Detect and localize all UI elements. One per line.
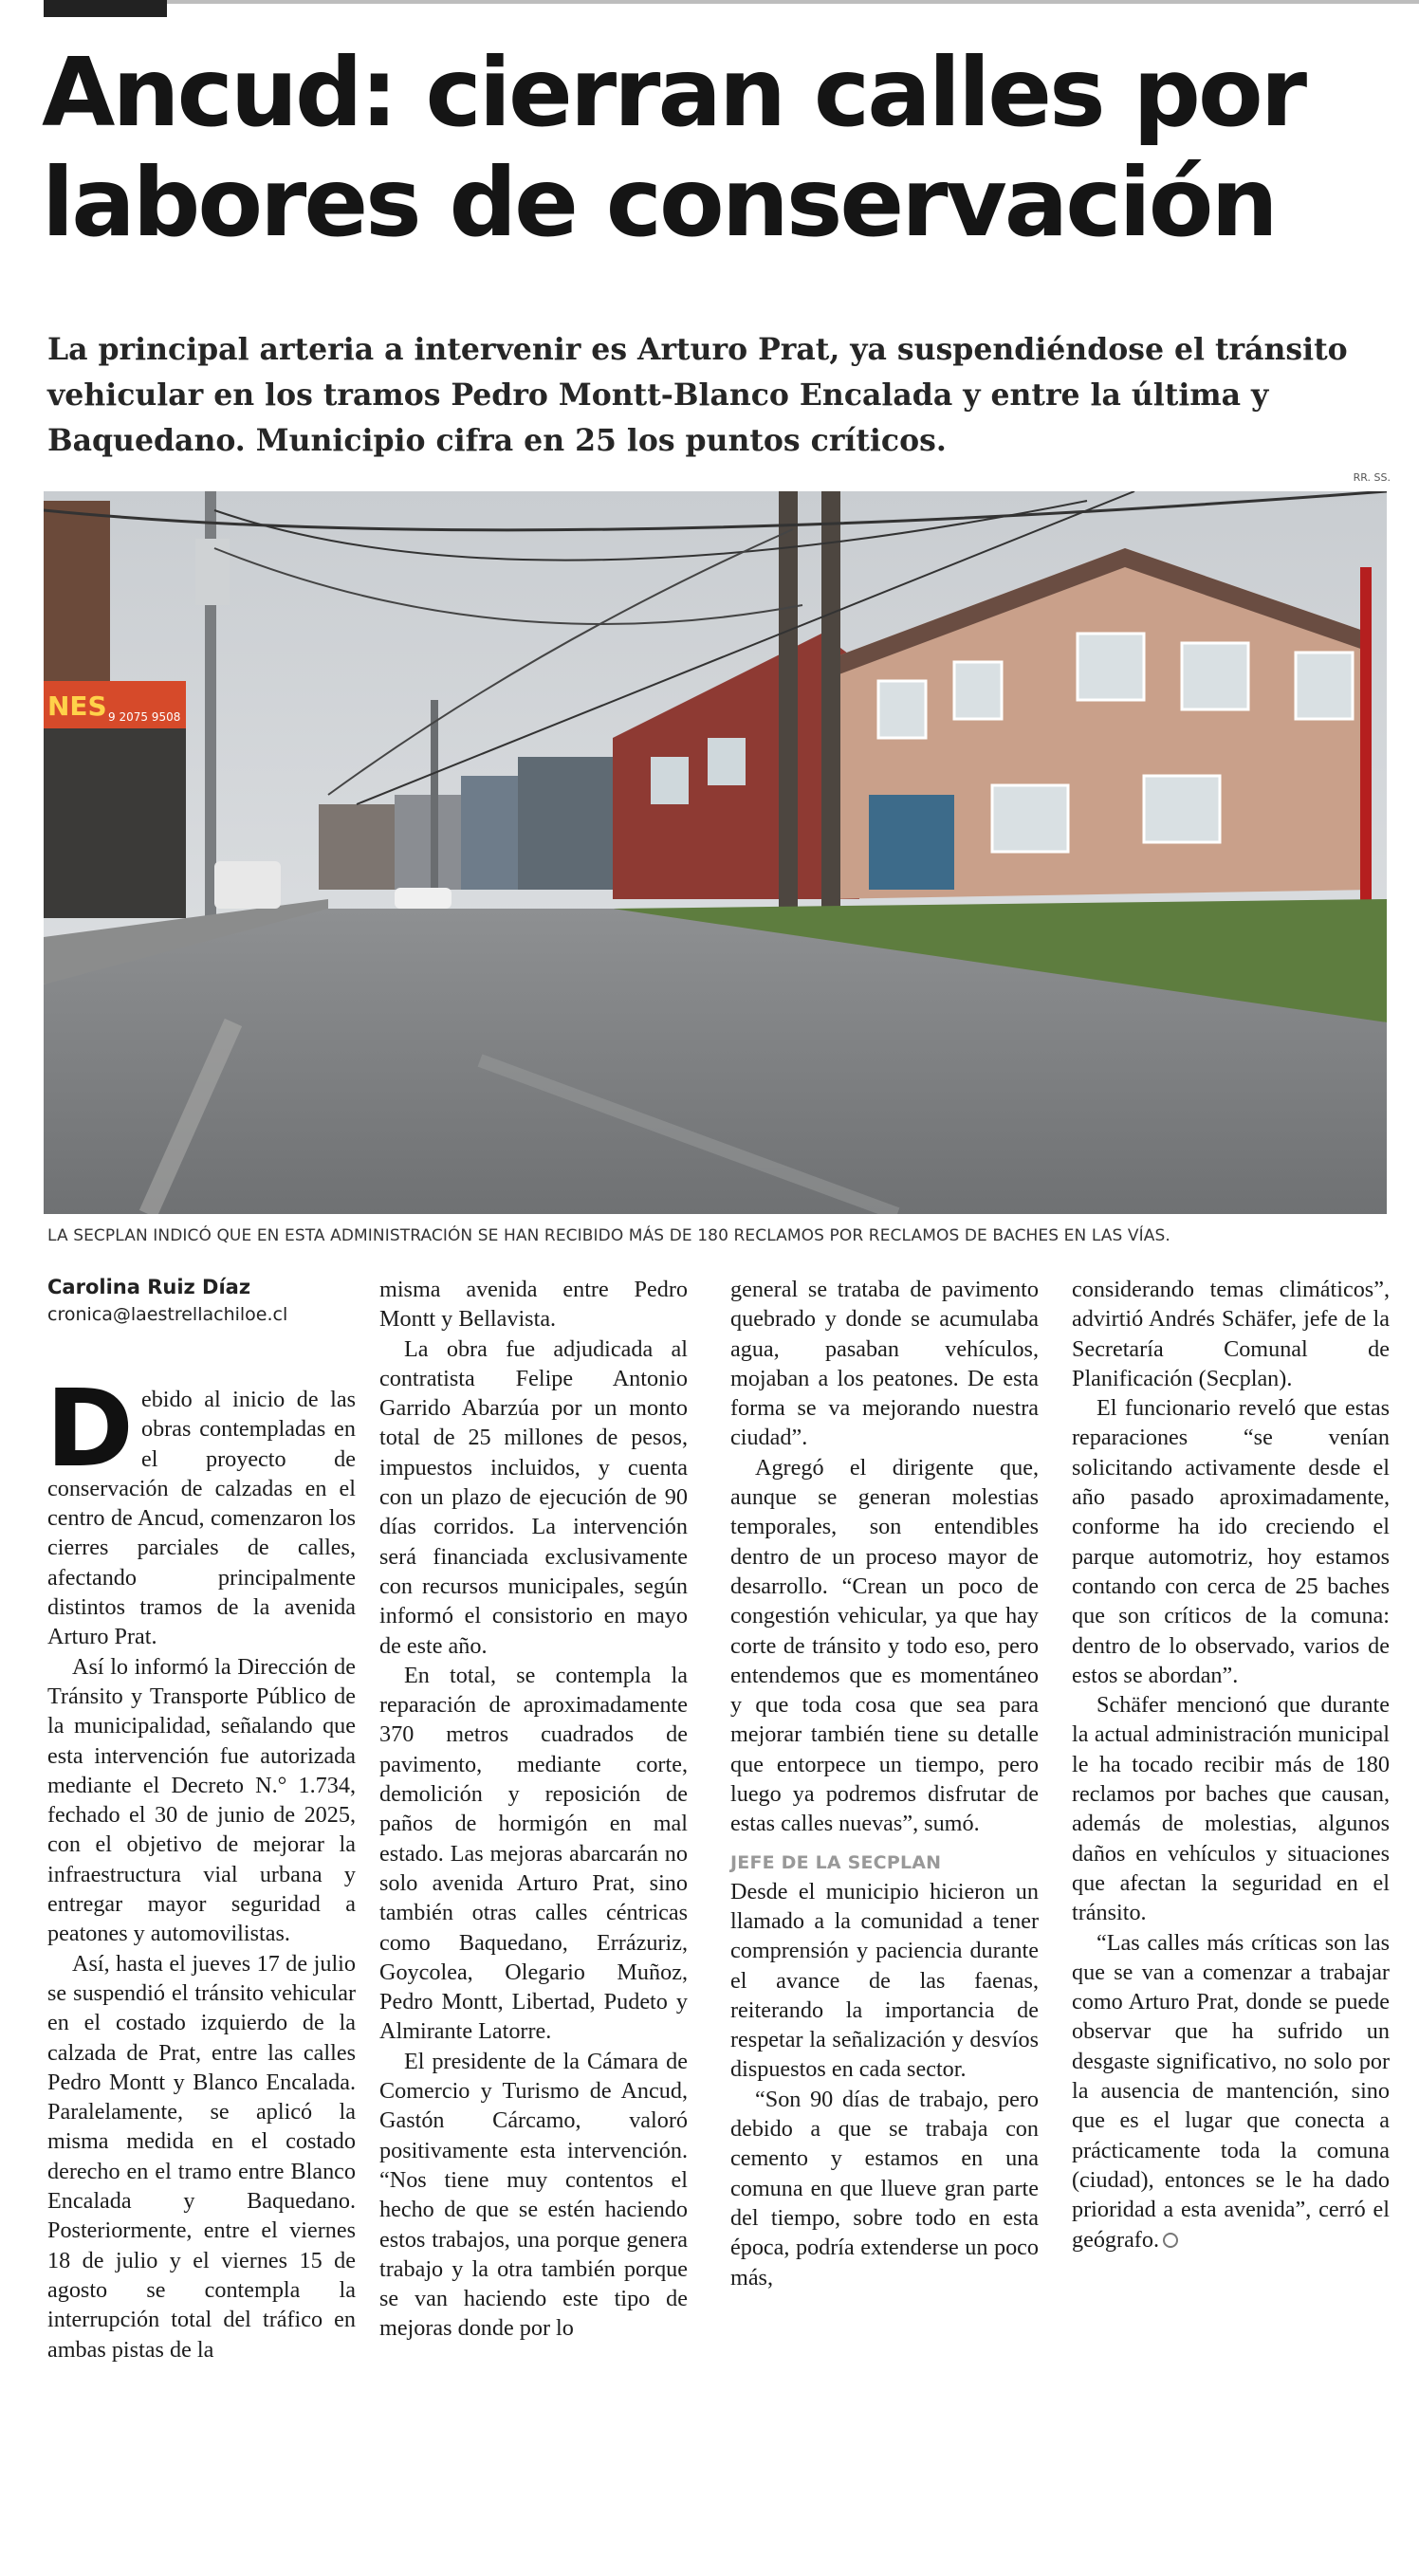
headline	[42, 38, 1389, 258]
paragraph-4: misma avenida entre Pedro Montt y Bellavista.	[379, 1277, 688, 1333]
paragraph-1-text: ebido al inicio de las obras contempladas en el proyecto de conservación de calzadas en el centro de Ancud, comenzaron los cierres parciales de calles, afectando principalmente distintos tramos de la avenida Arturo Prat.	[47, 1387, 356, 1650]
top-rule	[44, 0, 1419, 4]
paragraph-15-text: “Las calles más críticas son las que se van a comenzar a trabajar como Arturo Prat, donde se puede observar que ha sufrido un desgaste significativo, no solo por la ausencia de mantención, sino que es el lugar que conecta a prácticamente toda la comuna (ciudad), entonces se le ha dado prioridad a esta avenida”, cerró el geógrafo.	[1072, 1929, 1390, 2253]
photo-caption: LA SECPLAN INDICÓ QUE EN ESTA ADMINISTRACIÓN SE HAN RECIBIDO MÁS DE 180 RECLAMOS POR RECLAMOS DE BACHES EN LAS VÍAS.	[47, 1226, 1170, 1245]
author-name: Carolina Ruiz Díaz	[47, 1276, 251, 1298]
shop-sign-text: NES	[47, 690, 107, 722]
paragraph-7: El presidente de la Cámara de Comercio y Turismo de Ancud, Gastón Cárcamo, valoró positivamente esta intervención. “Nos tiene muy contentos el hecho de que se estén haciendo estos trabajos, una porque genera trabajo y la otra también porque se van haciendo este tipo de mejoras donde por lo	[379, 2048, 688, 2342]
paragraph-15	[1072, 1928, 1390, 2254]
article-column-1	[46, 1368, 356, 2364]
section-marker	[44, 0, 167, 17]
paragraph-3: Así, hasta el jueves 17 de julio se suspendió el tránsito vehicular en el costado izquierdo de la calzada de Prat, entre las calles Pedro Montt y Blanco Encalada. Paralelamente, se aplicó la misma medida en el costado derecho en el tramo entre Blanco Encalada y Baquedano. Posteriormente, entre el viernes 18 de julio y el viernes 15 de agosto se contempla la interrupción total del tráfico en ambas pistas de la	[47, 1950, 356, 2363]
headline-line-2: labores de conservación	[42, 147, 1276, 258]
paragraph-5: La obra fue adjudicada al contratista Felipe Antonio Garrido Abarzúa por un monto total de 25 millones de pesos, impuestos incluidos, y cuenta con un plazo de ejecución de 90 días corridos. La intervención será financiada exclusivamente con recursos municipales, según informó el consistorio en mayo de este año.	[379, 1335, 688, 1659]
article-column-4	[1072, 1275, 1390, 2254]
paragraph-6: En total, se contempla la reparación de aproximadamente 370 metros cuadrados de pavimento, mediante corte, demolición y reposición de paños de hormigón en mal estado. Las mejoras abarcarán no solo avenida Arturo Prat, sino también otras calles céntricas como Baquedano, Errázuriz, Goycolea, Olegario Muñoz, Pedro Montt, Libertad, Pudeto y Almirante Latorre.	[379, 1662, 688, 2045]
paragraph-2: Así lo informó la Dirección de Tránsito y Transporte Público de la municipalidad, señalando que esta intervención fue autorizada mediante el Decreto N.° 1.734, fechado el 30 de junio de 2025, con el objetivo de mejorar la infraestructura vial urbana y entregar mayor seguridad a peatones y automovilistas.	[47, 1653, 356, 1947]
deck: La principal arteria a intervenir es Arturo Prat, ya suspendiéndose el tránsito vehicular en los tramos Pedro Montt-Blanco Encalada y entre la última y Baquedano. Municipio cifra en 25 los puntos críticos.	[47, 332, 1348, 458]
end-of-article-icon	[1163, 2233, 1178, 2248]
photo-credit: RR. SS.	[1353, 471, 1391, 484]
paragraph-14: Schäfer mencionó que durante la actual administración municipal le ha tocado recibir más de 180 reclamos por baches que causan, además de molestias, algunos daños en vehículos y situaciones que afectan la seguridad en el tránsito.	[1072, 1692, 1390, 1926]
shop-sign-phone: 9 2075 9508	[108, 710, 181, 724]
dropcap: D	[46, 1368, 134, 1491]
paragraph-9: Agregó el dirigente que, aunque se generan molestias temporales, son entendibles dentro de un proceso mayor de desarrollo. “Crean un poco de congestión vehicular, ya que hay corte de tránsito y todo eso, pero entendemos que es momentáneo y que toda cosa que sea para mejorar también tiene su detalle que entorpece un tiempo, pero luego ya podremos disfrutar de estas calles nuevas”, sumó.	[730, 1454, 1039, 1837]
headline-line-1: Ancud: cierran calles por	[42, 37, 1305, 148]
author-email: cronica@laestrellachiloe.cl	[47, 1304, 288, 1325]
street-scene-illustration	[44, 491, 1387, 1214]
paragraph-8: general se trataba de pavimento quebrado y donde se acumulaba agua, pasaban vehículos, mojaban a los peatones. De esta forma se va mejorando nuestra ciudad”.	[730, 1277, 1039, 1451]
article-column-2	[379, 1275, 688, 2344]
paragraph-13: El funcionario reveló que estas reparaciones “se venían solicitando activamente desde el año pasado aproximadamente, conforme ha ido creciendo el parque automotriz, hoy estamos contando con cerca de 25 baches que son críticos de la comuna: dentro de lo observado, varios de estos se abordan”.	[1072, 1395, 1390, 1688]
street-photo	[44, 491, 1387, 1214]
paragraph-1	[46, 1368, 356, 1652]
subhead: JEFE DE LA SECPLAN	[730, 1851, 942, 1873]
paragraph-10: Desde el municipio hicieron un llamado a la comunidad a tener comprensión y paciencia durante el avance de las faenas, reiterando la importancia de respetar la señalización y desvíos dispuestos en cada sector.	[730, 1878, 1039, 2083]
paragraph-12: considerando temas climáticos”, advirtió Andrés Schäfer, jefe de la Secretaría Comunal de Planificación (Secplan).	[1072, 1277, 1390, 1391]
article-column-3	[730, 1275, 1039, 2292]
paragraph-11: “Son 90 días de trabajo, pero debido a que se trabaja con cemento y estamos en una comuna en que llueve gran parte del tiempo, sobre todo en esta época, podría extenderse un poco más,	[730, 2086, 1039, 2291]
byline	[47, 1273, 287, 1328]
